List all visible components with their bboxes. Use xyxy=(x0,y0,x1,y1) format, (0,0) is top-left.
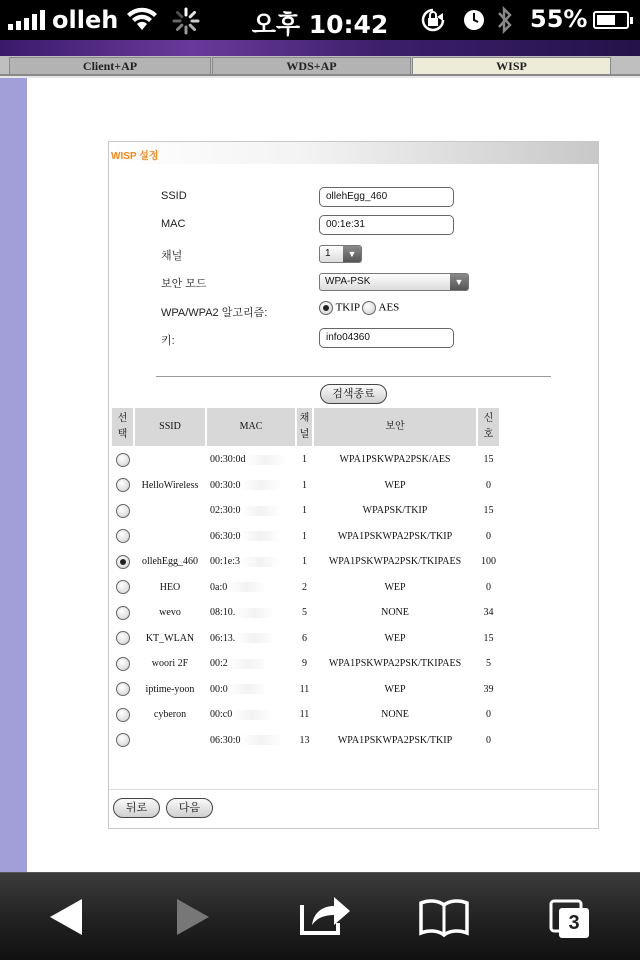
table-row[interactable] xyxy=(112,729,499,753)
tkip-label: TKIP xyxy=(335,301,360,314)
signal-cell: 15 xyxy=(483,505,494,517)
security-cell: NONE xyxy=(381,607,409,619)
mac-redaction xyxy=(227,582,267,592)
mac-redaction xyxy=(235,633,275,643)
ap-select-radio[interactable] xyxy=(116,478,130,492)
tab-wds-ap[interactable]: WDS+AP xyxy=(212,57,411,75)
security-cell: WPA1PSKWPA2PSK/AES xyxy=(339,454,451,466)
mac-cell: 00:1e:3 xyxy=(210,556,240,568)
ap-select-radio[interactable] xyxy=(116,529,130,543)
col-signal-header: 신 호 xyxy=(478,408,499,446)
mac-cell: 06:30:0 xyxy=(210,734,241,746)
signal-cell: 0 xyxy=(486,734,491,746)
select-cell xyxy=(112,601,133,625)
channel-select[interactable] xyxy=(319,245,362,263)
channel-cell: 1 xyxy=(302,505,307,517)
footer-divider xyxy=(109,789,598,790)
key-input[interactable]: info04360 xyxy=(319,328,454,348)
left-sidebar xyxy=(0,78,27,872)
mac-cell: 00:c0 xyxy=(210,709,233,721)
algorithm-label: WPA/WPA2 알고리즘: xyxy=(161,307,268,319)
channel-value: 1 xyxy=(325,248,331,259)
mac-redaction xyxy=(228,659,268,669)
mac-redaction xyxy=(241,735,281,745)
ap-select-radio[interactable] xyxy=(116,657,130,671)
table-row[interactable] xyxy=(112,652,499,676)
page-content xyxy=(27,78,640,872)
table-row[interactable] xyxy=(112,550,499,574)
select-cell xyxy=(112,448,133,472)
alarm-icon xyxy=(462,8,486,36)
table-row[interactable] xyxy=(112,601,499,625)
mac-redaction xyxy=(241,531,281,541)
aes-label: AES xyxy=(378,301,400,314)
ssid-cell: iptime-yoon xyxy=(145,683,195,695)
channel-cell: 6 xyxy=(302,632,307,644)
signal-cell: 34 xyxy=(483,607,494,619)
ap-select-radio[interactable] xyxy=(116,631,130,645)
table-row[interactable] xyxy=(112,627,499,651)
bluetooth-icon xyxy=(496,5,514,41)
next-button[interactable]: 다음 xyxy=(166,798,213,818)
mac-cell: 02:30:0 xyxy=(210,505,241,517)
select-cell xyxy=(112,678,133,702)
table-row[interactable] xyxy=(112,499,499,523)
tab-client-ap[interactable]: Client+AP xyxy=(9,57,211,75)
security-mode-label: 보안 모드 xyxy=(161,278,207,290)
select-cell xyxy=(112,576,133,600)
battery-icon xyxy=(593,11,629,29)
carrier-name: olleh xyxy=(52,6,119,34)
security-cell: WEP xyxy=(384,632,406,644)
mac-cell: 0a:0 xyxy=(210,581,228,593)
signal-cell: 39 xyxy=(483,683,494,695)
mac-redaction xyxy=(241,506,281,516)
ssid-cell: cyberon xyxy=(153,709,187,721)
ap-select-radio[interactable] xyxy=(116,606,130,620)
ssid-cell: wevo xyxy=(159,607,181,619)
ap-scan-rows xyxy=(112,448,499,752)
ssid-label: SSID xyxy=(161,190,187,202)
channel-cell: 13 xyxy=(299,734,310,746)
select-cell xyxy=(112,703,133,727)
bookmarks-icon[interactable] xyxy=(418,873,470,960)
channel-cell: 5 xyxy=(302,607,307,619)
select-cell xyxy=(112,627,133,651)
mac-cell: 06:13. xyxy=(210,632,236,644)
col-select-header: 선 택 xyxy=(112,408,133,446)
select-cell xyxy=(112,474,133,498)
security-mode-select[interactable] xyxy=(319,273,469,291)
panel-title: WISP 설정 xyxy=(111,151,159,162)
security-cell: WPA1PSKWPA2PSK/TKIP xyxy=(337,530,453,542)
channel-cell: 9 xyxy=(302,658,307,670)
mac-cell: 00:0 xyxy=(210,683,228,695)
panel-header xyxy=(109,142,598,164)
mac-cell: 00:30:0d xyxy=(210,454,246,466)
ap-select-radio[interactable] xyxy=(116,555,130,569)
signal-cell: 0 xyxy=(486,581,491,593)
mac-cell: 06:30:0 xyxy=(210,530,241,542)
select-cell xyxy=(112,550,133,574)
tkip-radio[interactable] xyxy=(319,301,333,315)
signal-cell: 5 xyxy=(486,658,491,670)
security-mode-value: WPA-PSK xyxy=(325,276,371,287)
ap-select-radio[interactable] xyxy=(116,733,130,747)
tabs-icon[interactable] xyxy=(548,873,594,960)
signal-cell: 0 xyxy=(486,530,491,542)
browser-toolbar xyxy=(0,872,640,960)
signal-cell: 15 xyxy=(483,454,494,466)
channel-cell: 11 xyxy=(299,683,310,695)
security-cell: WPA1PSKWPA2PSK/TKIP xyxy=(337,734,453,746)
table-row[interactable] xyxy=(112,525,499,549)
ssid-cell: KT_WLAN xyxy=(145,632,195,644)
ap-select-radio[interactable] xyxy=(116,453,130,467)
security-cell: WEP xyxy=(384,479,406,491)
algorithm-options xyxy=(319,301,399,315)
mac-redaction xyxy=(228,684,268,694)
channel-cell: 11 xyxy=(299,709,310,721)
security-cell: WEP xyxy=(384,683,406,695)
mac-cell: 00:30:0 xyxy=(210,479,241,491)
ap-select-radio[interactable] xyxy=(116,504,130,518)
select-cell xyxy=(112,652,133,676)
security-cell: WEP xyxy=(384,581,406,593)
aes-radio[interactable] xyxy=(362,301,376,315)
tab-wisp[interactable]: WISP xyxy=(412,57,611,75)
col-ssid-header: SSID xyxy=(135,408,205,446)
mac-redaction xyxy=(241,480,281,490)
key-label: 키: xyxy=(161,335,175,347)
mac-redaction xyxy=(240,557,280,567)
signal-cell: 15 xyxy=(483,632,494,644)
ap-scan-table xyxy=(110,406,501,754)
mac-cell: 00:2 xyxy=(210,658,228,670)
channel-cell: 1 xyxy=(302,479,307,491)
battery-percent: 55% xyxy=(530,5,588,33)
divider xyxy=(156,376,551,377)
select-cell xyxy=(112,729,133,753)
wisp-settings-panel xyxy=(108,141,599,829)
col-channel-header: 채 널 xyxy=(297,408,312,446)
security-cell: WPAPSK/TKIP xyxy=(362,505,428,517)
ap-select-radio[interactable] xyxy=(116,708,130,722)
ap-select-radio[interactable] xyxy=(116,580,130,594)
channel-label: 채널 xyxy=(161,250,183,262)
signal-cell: 0 xyxy=(486,479,491,491)
security-cell: WPA1PSKWPA2PSK/TKIPAES xyxy=(328,658,462,670)
back-button[interactable]: 뒤로 xyxy=(113,798,160,818)
ssid-cell: HelloWireless xyxy=(141,479,199,491)
chevron-down-icon: ▼ xyxy=(450,274,468,290)
signal-cell: 0 xyxy=(486,709,491,721)
stop-scan-button[interactable]: 검색종료 xyxy=(320,384,387,404)
back-arrow-icon[interactable] xyxy=(46,873,86,960)
mac-cell: 08:10. xyxy=(210,607,236,619)
ssid-cell: woori 2F xyxy=(151,658,189,670)
channel-cell: 1 xyxy=(302,556,307,568)
mac-input[interactable]: 00:1e:31 xyxy=(319,215,454,235)
header-strip xyxy=(0,40,640,56)
channel-cell: 1 xyxy=(302,530,307,542)
ssid-cell: ollehEgg_460 xyxy=(141,556,199,568)
share-icon[interactable] xyxy=(298,873,354,960)
select-cell xyxy=(112,499,133,523)
rotation-lock-icon xyxy=(418,7,448,37)
table-row[interactable] xyxy=(112,576,499,600)
mac-redaction xyxy=(232,710,272,720)
ssid-cell: HEO xyxy=(159,581,181,593)
channel-cell: 1 xyxy=(302,454,307,466)
security-cell: WPA1PSKWPA2PSK/TKIPAES xyxy=(328,556,462,568)
clock: 오후 10:42 xyxy=(251,10,389,39)
mode-tabs xyxy=(0,56,640,76)
table-row[interactable] xyxy=(112,703,499,727)
table-row[interactable] xyxy=(112,678,499,702)
table-row[interactable] xyxy=(112,448,499,472)
table-row[interactable] xyxy=(112,474,499,498)
tabs-count: 3 xyxy=(568,912,580,934)
ap-select-radio[interactable] xyxy=(116,682,130,696)
mac-label: MAC xyxy=(161,218,186,230)
mac-redaction xyxy=(235,608,275,618)
status-bar xyxy=(0,0,640,40)
channel-cell: 2 xyxy=(302,581,307,593)
select-cell xyxy=(112,525,133,549)
security-cell: NONE xyxy=(381,709,409,721)
forward-arrow-icon[interactable] xyxy=(173,873,213,960)
signal-cell: 100 xyxy=(481,556,496,568)
col-security-header: 보안 xyxy=(314,408,476,446)
chevron-down-icon: ▼ xyxy=(343,246,361,262)
ssid-input[interactable]: ollehEgg_460 xyxy=(319,187,454,207)
col-mac-header: MAC xyxy=(207,408,295,446)
mac-redaction xyxy=(246,455,286,465)
